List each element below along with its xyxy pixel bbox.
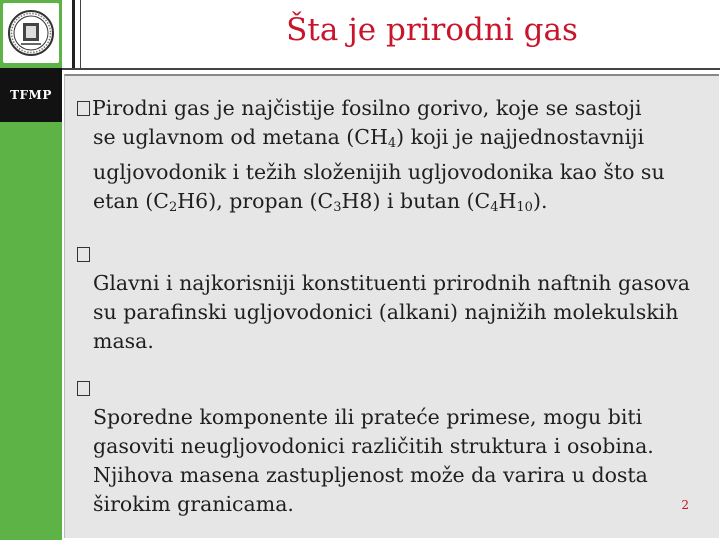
left-sidebar [0,0,62,540]
text-run: H [498,189,517,213]
bullet-box-icon [77,247,90,262]
subscript: 3 [333,200,342,215]
slide-title: Šta je prirodni gas [286,12,578,48]
title-divider [72,0,75,68]
bullet-item [77,240,713,356]
bullet-item [77,94,713,222]
bullet-text: Glavni i najkorisniji konstituenti prirodnih naftnih gasova su parafinski ugljovodonici (alkani) najnižih molekulskih masa. [93,271,691,353]
title-underline [62,68,720,70]
tfmp-logo-text: TFMP [10,88,52,102]
bullet-list [77,94,713,537]
bullet-item [77,374,713,519]
bullet-text: Sporedne komponente ili prateće primese, mogu biti gasoviti neugljovodonici različitih struktura i osobina. Njihova masena zastupljenost može da varira u dosta širokim granicama. [93,405,654,516]
bullet-text-continued [77,123,713,222]
text-run: H6), propan (C [177,189,334,213]
university-seal-logo [3,3,59,63]
title-divider-thin [80,0,81,68]
subscript: 4 [490,200,499,215]
bullet-box-icon [77,381,90,396]
title-bar [62,0,720,70]
seal-icon [6,6,56,60]
text-run: se uglavnom od metana (CH [93,125,388,149]
tfmp-logo [0,68,62,122]
text-run: ) koji je najjednostavniji ugljovodonik i težih složenijih ugljovodonika kao što su etan (C [93,125,665,213]
bullet-text: Pirodni gas je najčistije fosilno gorivo, koje se sastoji [92,96,642,120]
page-number: 2 [681,498,689,512]
text-run: H8) i butan (C [341,189,491,213]
subscript: 2 [169,200,178,215]
bullet-box-icon [77,101,90,116]
content-panel [64,74,719,538]
subscript: 4 [387,136,397,151]
text-run: ). [532,189,548,213]
subscript: 10 [516,200,533,215]
